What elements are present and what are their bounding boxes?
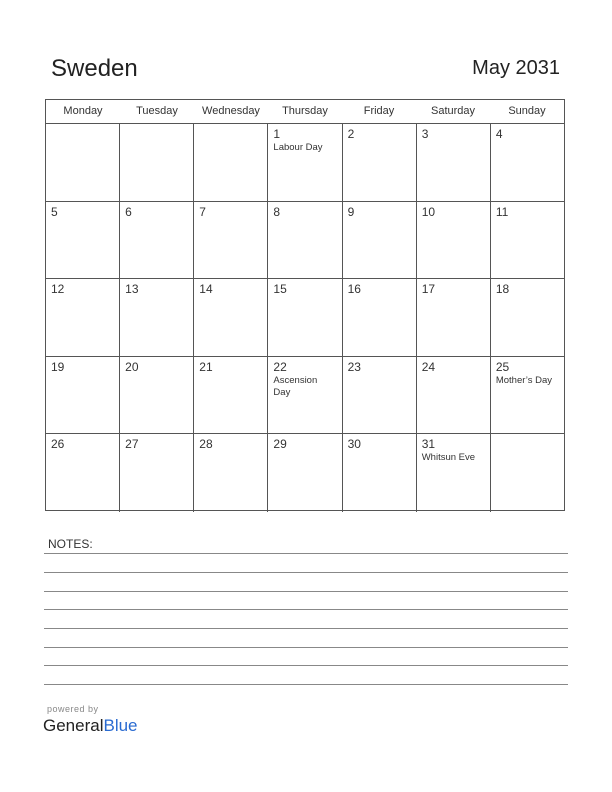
day-cell bbox=[268, 202, 342, 279]
day-number: 22 bbox=[273, 359, 287, 374]
weekday-sunday: Sunday bbox=[508, 105, 546, 117]
week-row bbox=[46, 357, 564, 435]
day-cell bbox=[268, 279, 342, 356]
day-number: 17 bbox=[421, 282, 436, 297]
day-cell bbox=[120, 202, 194, 279]
note-line bbox=[44, 647, 568, 648]
note-line bbox=[44, 591, 568, 592]
calendar-grid bbox=[45, 99, 565, 511]
day-cell bbox=[417, 357, 491, 434]
note-line bbox=[44, 684, 568, 685]
day-number: 19 bbox=[51, 359, 65, 374]
weekday-tuesday: Tuesday bbox=[136, 105, 178, 117]
day-number: 14 bbox=[199, 282, 213, 297]
day-cell bbox=[194, 434, 268, 512]
day-cell bbox=[120, 357, 194, 434]
day-number: 29 bbox=[273, 437, 287, 452]
day-cell bbox=[268, 357, 342, 434]
day-cell bbox=[343, 279, 417, 356]
day-cell bbox=[417, 434, 491, 512]
day-cell bbox=[417, 202, 491, 279]
week-row bbox=[46, 124, 564, 202]
day-cell bbox=[120, 434, 194, 512]
day-number: 10 bbox=[421, 204, 436, 219]
day-cell bbox=[343, 124, 417, 201]
week-row bbox=[46, 279, 564, 357]
powered-by-text: powered by bbox=[47, 704, 99, 714]
day-number: 21 bbox=[199, 359, 213, 374]
day-number: 9 bbox=[347, 204, 355, 219]
day-number: 8 bbox=[273, 204, 281, 219]
day-number: 26 bbox=[51, 437, 65, 452]
weekday-thursday: Thursday bbox=[282, 105, 328, 117]
day-cell bbox=[120, 124, 194, 201]
day-cell bbox=[343, 434, 417, 512]
day-cell bbox=[491, 124, 564, 201]
day-number: 2 bbox=[347, 127, 355, 141]
day-cell bbox=[343, 357, 417, 434]
day-cell bbox=[120, 279, 194, 356]
weekday-wednesday: Wednesday bbox=[202, 105, 260, 117]
day-number: 27 bbox=[125, 437, 139, 452]
day-number: 16 bbox=[347, 282, 361, 297]
holiday-label: Mother’s Day bbox=[495, 374, 552, 386]
day-number: 4 bbox=[495, 127, 503, 141]
day-number: 6 bbox=[125, 204, 132, 219]
day-cell bbox=[46, 357, 120, 434]
day-cell bbox=[194, 202, 268, 279]
day-cell bbox=[194, 124, 268, 201]
day-number: 3 bbox=[421, 127, 429, 141]
day-cell bbox=[194, 279, 268, 356]
day-number: 24 bbox=[421, 359, 436, 374]
day-number: 28 bbox=[199, 437, 213, 452]
day-number: 31 bbox=[421, 437, 436, 452]
note-line bbox=[44, 609, 568, 610]
month-title: May 2031 bbox=[472, 57, 560, 79]
note-line bbox=[44, 553, 568, 554]
weekday-monday: Monday bbox=[63, 105, 103, 117]
holiday-label: Labour Day bbox=[273, 142, 323, 153]
week-row bbox=[46, 434, 564, 512]
day-cell bbox=[417, 279, 491, 356]
day-number: 11 bbox=[495, 204, 509, 219]
day-cell bbox=[491, 357, 564, 434]
day-number: 23 bbox=[347, 359, 361, 374]
day-number: 13 bbox=[125, 282, 139, 297]
day-cell bbox=[417, 124, 491, 201]
week-row bbox=[46, 202, 564, 280]
day-number: 5 bbox=[51, 204, 58, 219]
day-cell bbox=[46, 434, 120, 512]
day-cell bbox=[343, 202, 417, 279]
day-cell bbox=[491, 279, 564, 356]
day-cell bbox=[268, 434, 342, 512]
weekday-header-row bbox=[46, 100, 564, 124]
brand-blue: Blue bbox=[103, 716, 138, 735]
day-number: 20 bbox=[125, 359, 139, 374]
day-cell bbox=[268, 124, 342, 201]
day-number: 7 bbox=[199, 204, 206, 219]
brand-logo bbox=[43, 716, 138, 736]
weekday-friday: Friday bbox=[363, 105, 395, 117]
day-cell bbox=[46, 124, 120, 201]
day-number: 18 bbox=[495, 282, 510, 297]
holiday-label: Whitsun Eve bbox=[421, 452, 476, 464]
note-line bbox=[44, 572, 568, 573]
day-cell bbox=[491, 434, 564, 512]
brand-general: General bbox=[43, 716, 104, 735]
weekday-saturday: Saturday bbox=[430, 105, 476, 117]
day-cell bbox=[491, 202, 564, 279]
day-number: 12 bbox=[51, 282, 65, 297]
day-cell bbox=[46, 279, 120, 356]
day-number: 30 bbox=[347, 437, 361, 452]
day-number: 25 bbox=[495, 359, 510, 374]
day-number: 1 bbox=[273, 127, 281, 141]
day-cell bbox=[46, 202, 120, 279]
day-number: 15 bbox=[273, 282, 287, 297]
note-line bbox=[44, 665, 568, 666]
holiday-label: Ascension Day bbox=[273, 374, 318, 398]
day-cell bbox=[194, 357, 268, 434]
country-title: Sweden bbox=[51, 55, 138, 82]
note-line bbox=[44, 628, 568, 629]
notes-label: NOTES: bbox=[48, 537, 93, 551]
